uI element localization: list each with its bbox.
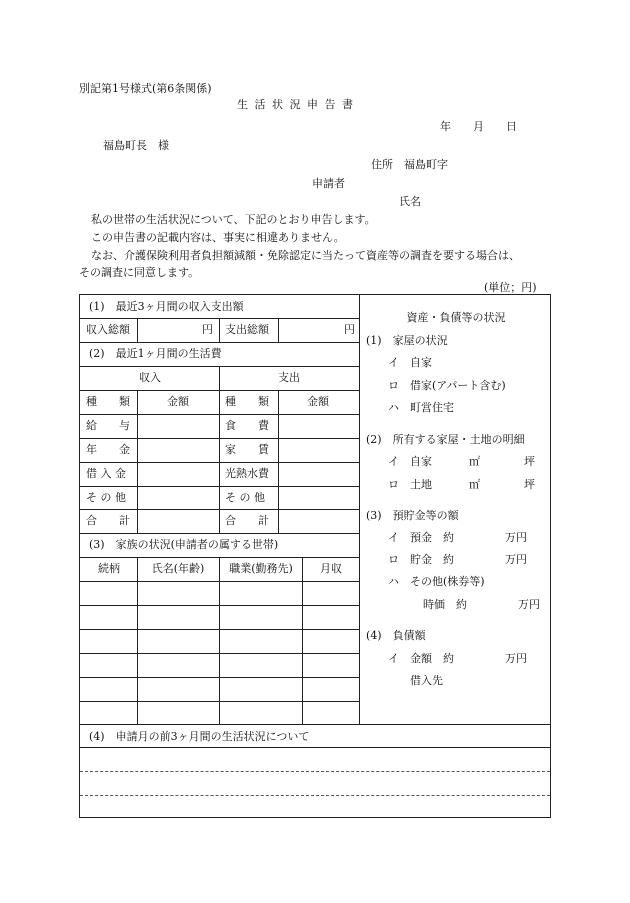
form-number-label: 別記第1号様式(第6条関係) <box>79 82 212 95</box>
date-line: 年 月 日 <box>440 120 517 133</box>
rule <box>80 390 359 391</box>
family-name-age-header: 氏名(年齢) <box>151 562 205 575</box>
expense-row-utilities: 光熱水費 <box>225 467 269 480</box>
expense-row-total: 合 計 <box>225 514 269 527</box>
rule <box>137 557 138 724</box>
rule <box>278 318 279 342</box>
expense-total-yen: 円 <box>344 323 355 336</box>
dashed-rule <box>80 795 550 796</box>
rule <box>80 414 359 415</box>
rule <box>80 701 359 702</box>
expense-header: 支出 <box>278 371 300 384</box>
rule <box>80 533 359 534</box>
rule <box>80 747 550 748</box>
property-land-tsubo: 坪 <box>524 478 535 491</box>
expense-row-other: そ の 他 <box>225 491 265 504</box>
unit-note: (単位；円) <box>484 281 537 294</box>
recent-status-title: (4) 申請月の前3ヶ月間の生活状況について <box>89 730 310 743</box>
address-label: 住所 福島町字 <box>371 158 448 171</box>
rule <box>137 318 138 342</box>
rule <box>219 366 220 533</box>
rule <box>80 653 359 654</box>
rule <box>80 462 359 463</box>
market-value-label: 時価 約 <box>423 598 467 611</box>
assets-header: 資産・負債等の状況 <box>406 311 506 324</box>
statement-line-2: この申告書の記載内容は、事実に相違ありません。 <box>91 231 345 244</box>
rule <box>80 724 550 725</box>
debt-amount-unit: 万円 <box>505 652 527 665</box>
expense-row-rent: 家 賃 <box>225 443 269 456</box>
income-amount-header: 金額 <box>167 395 189 408</box>
declaration-form-table <box>79 294 551 818</box>
housing-rented: ロ 借家(アパート含む) <box>388 379 506 392</box>
savings-label: ロ 貯金 約 <box>388 553 454 566</box>
family-income-header: 月収 <box>320 562 342 575</box>
rule <box>80 342 359 343</box>
deposit-label: イ 預金 約 <box>388 531 454 544</box>
rule <box>302 557 303 724</box>
rule <box>80 629 359 630</box>
rule <box>219 557 220 724</box>
family-occupation-header: 職業(勤務先) <box>229 562 293 575</box>
income-row-total: 合 計 <box>86 514 130 527</box>
family-relation-header: 続柄 <box>98 562 120 575</box>
income-row-pension: 年 金 <box>86 443 130 456</box>
income-total-label: 収入総額 <box>86 323 130 336</box>
applicant-label: 申請者 <box>312 177 345 190</box>
statement-line-1: 私の世帯の生活状況について、下記のとおり申告します。 <box>91 213 376 226</box>
deposit-unit: 万円 <box>505 531 527 544</box>
property-title: (2) 所有する家屋・土地の明細 <box>366 433 525 446</box>
housing-public: ハ 町営住宅 <box>388 401 454 414</box>
property-house-sqm: ㎡ <box>469 455 480 468</box>
statement-line-3: なお、介護保険利用者負担額減額・免除認定に当たって資産等の調査を要する場合は、 <box>91 249 520 262</box>
debt-amount-label: イ 金額 約 <box>388 652 454 665</box>
rule <box>80 438 359 439</box>
column-divider <box>359 295 360 724</box>
housing-own: イ 自家 <box>388 356 432 369</box>
rule <box>80 486 359 487</box>
expense-total-label: 支出総額 <box>225 323 269 336</box>
housing-title: (1) 家屋の状況 <box>366 334 448 347</box>
rule <box>80 605 359 606</box>
income-type-header: 種 類 <box>86 395 130 408</box>
addressee: 福島町長 様 <box>103 139 169 152</box>
section2-title: (2) 最近1ヶ月間の生活費 <box>89 347 222 360</box>
income-row-other: そ の 他 <box>86 491 126 504</box>
section1-title: (1) 最近3ヶ月間の収入支出額 <box>89 300 244 313</box>
income-total-yen: 円 <box>202 323 213 336</box>
property-house-tsubo: 坪 <box>524 455 535 468</box>
lender-label: 借入先 <box>410 674 443 687</box>
savings-title: (3) 預貯金等の額 <box>366 509 459 522</box>
savings-unit: 万円 <box>505 553 527 566</box>
statement-line-4: その調査に同意します。 <box>79 266 200 279</box>
expense-type-header: 種 類 <box>225 395 269 408</box>
income-row-loan: 借 入 金 <box>86 467 126 480</box>
property-land-sqm: ㎡ <box>469 478 480 491</box>
name-label: 氏名 <box>399 195 421 208</box>
rule <box>80 581 359 582</box>
document-title: 生活状況申告書 <box>237 98 360 111</box>
section3-title: (3) 家族の状況(申請者の属する世帯) <box>89 538 279 551</box>
income-header: 収入 <box>139 371 161 384</box>
expense-amount-header: 金額 <box>307 395 329 408</box>
income-row-salary: 給 与 <box>86 419 130 432</box>
rule <box>80 677 359 678</box>
rule <box>219 318 220 342</box>
expense-row-food: 食 費 <box>225 419 269 432</box>
dashed-rule <box>80 771 550 772</box>
other-assets-label: ハ その他(株券等) <box>388 575 485 588</box>
rule <box>80 509 359 510</box>
property-land: ロ 土地 <box>388 478 432 491</box>
market-value-unit: 万円 <box>518 598 540 611</box>
debt-title: (4) 負債額 <box>366 629 426 642</box>
property-house: イ 自家 <box>388 455 432 468</box>
